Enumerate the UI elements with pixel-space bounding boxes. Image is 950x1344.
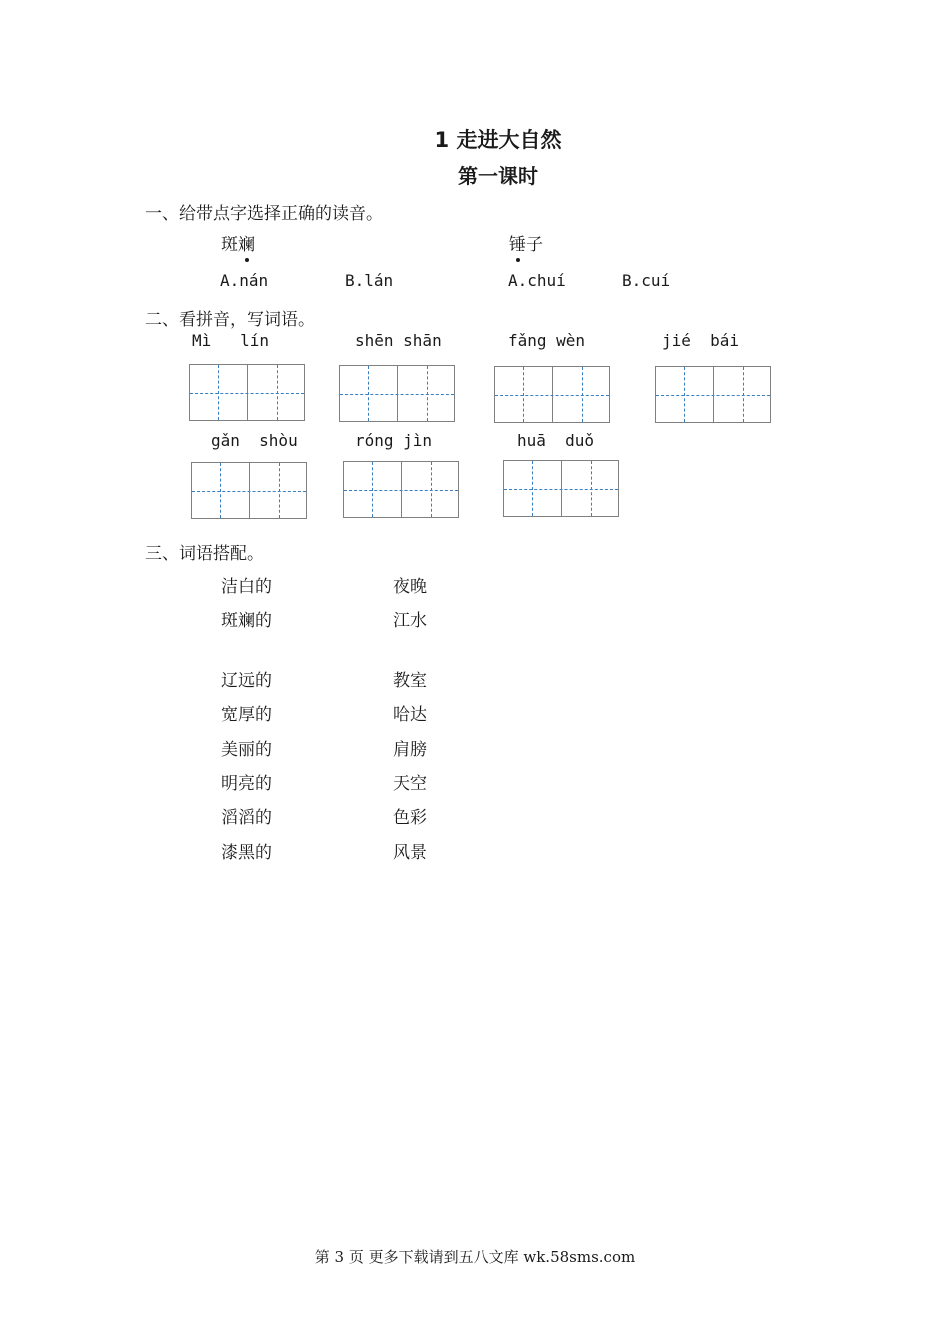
pinyin-label: jié bái xyxy=(662,331,740,350)
page-subtitle: 第一课时 xyxy=(458,164,538,188)
match-right: 天空 xyxy=(393,774,427,794)
section1-word-2: 锤子 xyxy=(509,230,543,255)
writing-grid[interactable] xyxy=(191,462,307,519)
page-footer: 第 3 页 更多下载请到五八文库 wk.58sms.com xyxy=(314,1248,636,1266)
dotted-char: 斓 xyxy=(238,230,255,255)
match-right: 夜晚 xyxy=(393,577,427,597)
match-right: 教室 xyxy=(393,671,427,691)
writing-grid[interactable] xyxy=(655,366,771,423)
writing-grid[interactable] xyxy=(503,460,619,517)
match-left: 明亮的 xyxy=(221,774,272,794)
match-right: 哈达 xyxy=(393,705,427,725)
dotted-char: 锤 xyxy=(509,230,526,255)
match-right: 色彩 xyxy=(393,808,427,828)
writing-grid[interactable] xyxy=(494,366,610,423)
pinyin-label: shēn shān xyxy=(355,331,442,350)
option-a-2: A.chuí xyxy=(508,271,566,290)
pinyin-label: gǎn shòu xyxy=(211,431,298,450)
match-left: 美丽的 xyxy=(221,740,272,760)
section1-heading: 一、给带点字选择正确的读音。 xyxy=(145,204,383,224)
writing-grid[interactable] xyxy=(343,461,459,518)
page-title: 1 走进大自然 xyxy=(434,128,562,152)
match-left: 辽远的 xyxy=(221,671,272,691)
match-right: 风景 xyxy=(393,843,427,863)
match-left: 宽厚的 xyxy=(221,705,272,725)
option-a-1: A.nán xyxy=(220,271,269,290)
section1-word-1: 斑斓 xyxy=(221,230,255,255)
match-left: 漆黑的 xyxy=(221,843,272,863)
match-left: 洁白的 xyxy=(221,577,272,597)
match-left: 滔滔的 xyxy=(221,808,272,828)
match-right: 肩膀 xyxy=(393,740,427,760)
writing-grid[interactable] xyxy=(339,365,455,422)
section2-heading: 二、看拼音，写词语。 xyxy=(145,310,315,330)
pinyin-label: Mì lín xyxy=(192,331,270,350)
writing-grid[interactable] xyxy=(189,364,305,421)
match-right: 江水 xyxy=(393,611,427,631)
pinyin-label: huā duǒ xyxy=(517,431,595,450)
option-b-1: B.lán xyxy=(345,271,394,290)
option-b-2: B.cuí xyxy=(622,271,671,290)
pinyin-label: róng jìn xyxy=(355,431,433,450)
match-left: 斑斓的 xyxy=(221,611,272,631)
section3-heading: 三、词语搭配。 xyxy=(145,544,264,564)
pinyin-label: fǎng wèn xyxy=(508,331,586,350)
